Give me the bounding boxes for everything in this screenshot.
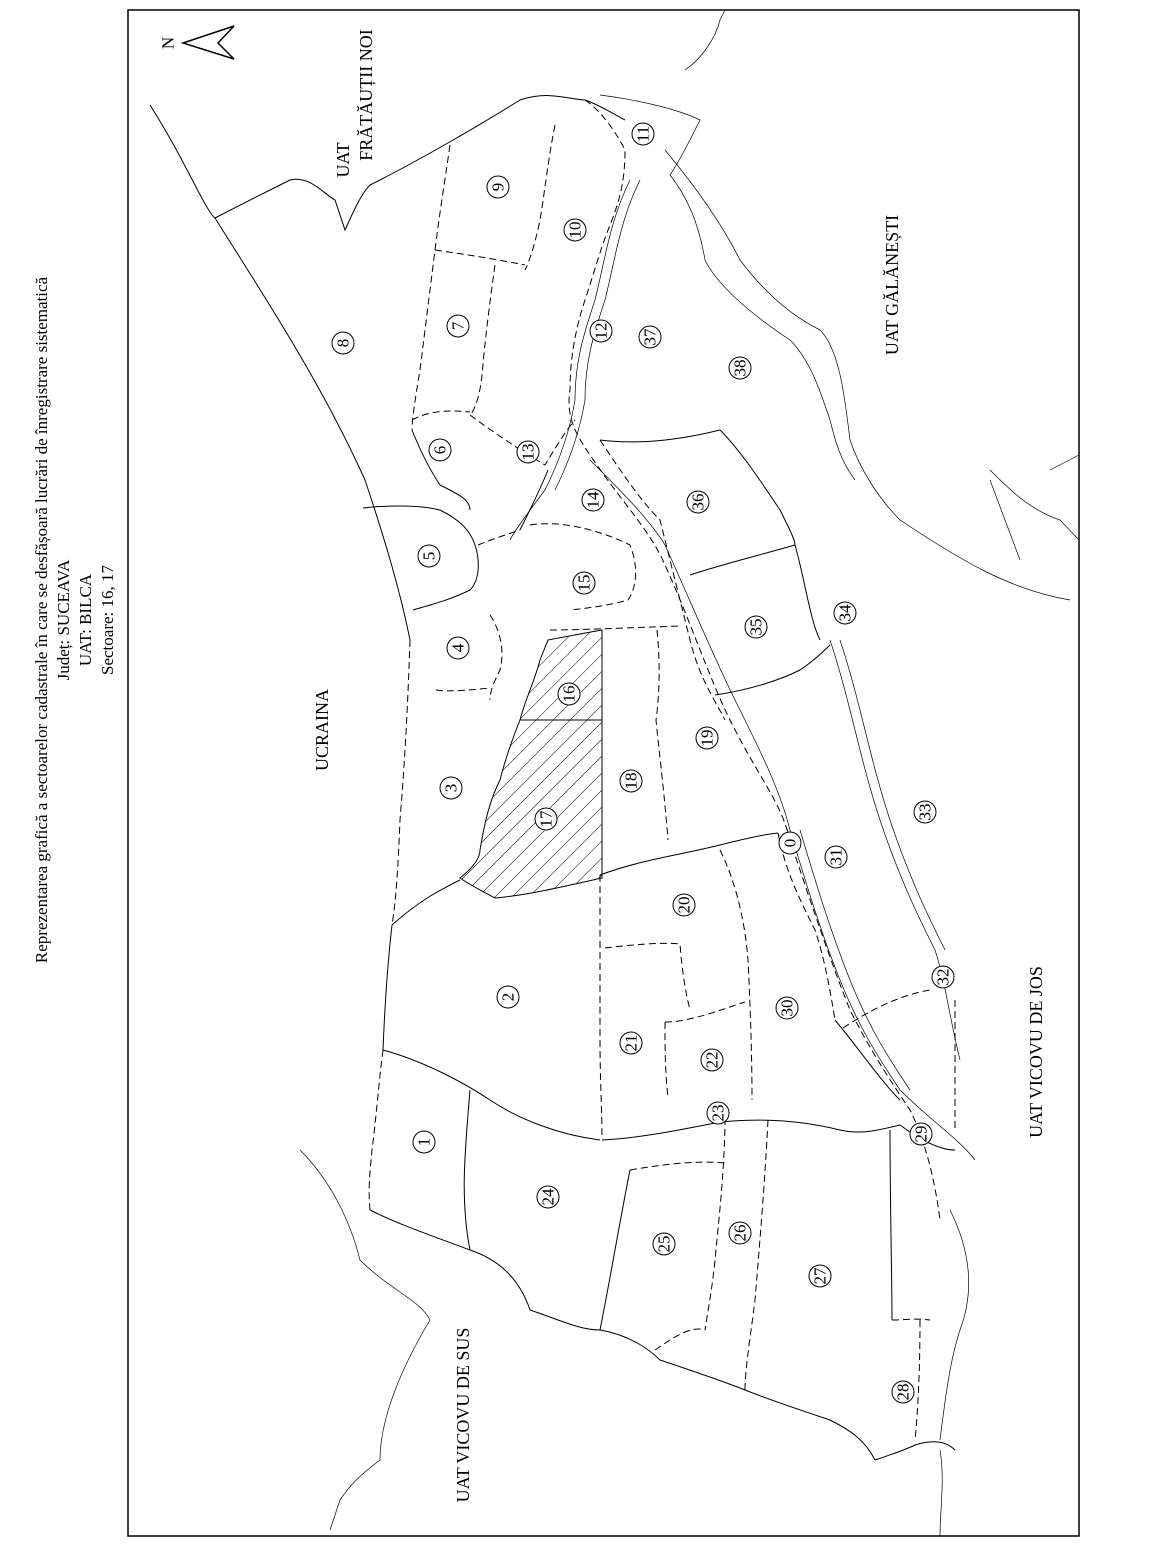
sector-number: 21 (621, 1034, 641, 1052)
sector-marker[interactable] (653, 1233, 675, 1255)
sector-number: 22 (702, 1051, 722, 1069)
sector-number: 24 (538, 1188, 558, 1206)
north-arrow (159, 26, 235, 59)
sector-number: 35 (746, 618, 766, 636)
sector-number: 27 (810, 1267, 830, 1285)
sector-marker[interactable] (535, 808, 557, 830)
map-title: Reprezentarea grafică a sectoarelor cadastrale în care se desfășoară lucrări de înregistrare sistematică (32, 276, 51, 964)
sector-marker[interactable] (779, 832, 801, 854)
sector-number: 32 (933, 968, 953, 986)
sector-number: 10 (565, 221, 585, 239)
sector-marker[interactable] (413, 1131, 435, 1153)
sector-number: 2 (498, 992, 518, 1002)
sector-marker[interactable] (632, 123, 654, 145)
sector-marker[interactable] (537, 1186, 559, 1208)
title-block (32, 276, 117, 963)
sector-marker[interactable] (834, 602, 856, 624)
highlighted-sectors (460, 630, 602, 898)
sector-number: 36 (688, 493, 708, 511)
sector-marker[interactable] (729, 1222, 751, 1244)
sector-marker[interactable] (447, 315, 469, 337)
sector-number: 4 (448, 643, 468, 653)
sector-marker[interactable] (332, 332, 354, 354)
sector-marker[interactable] (620, 1032, 642, 1054)
sector-marker[interactable] (582, 489, 604, 511)
sector-marker[interactable] (639, 326, 661, 348)
sector-number: 30 (777, 999, 797, 1017)
sector-marker[interactable] (673, 894, 695, 916)
sector-number: 7 (448, 321, 468, 331)
sector-marker[interactable] (776, 997, 798, 1019)
sector-marker[interactable] (687, 491, 709, 513)
sector-marker[interactable] (440, 777, 462, 799)
sector-number: 34 (835, 604, 855, 622)
sector-markers (332, 123, 954, 1403)
sector-marker[interactable] (932, 966, 954, 988)
sector-marker[interactable] (497, 986, 519, 1008)
galanesti-label: UAT GĂLĂNEȘTI (882, 214, 902, 356)
sector-number: 5 (419, 551, 439, 561)
sector-number: 6 (430, 445, 450, 455)
sector-number: 9 (488, 182, 508, 192)
sector-number: 38 (730, 359, 750, 377)
sector-number: 37 (640, 328, 660, 346)
sector-marker[interactable] (517, 441, 539, 463)
north-label: N (158, 36, 178, 50)
north-arrow-icon (183, 26, 234, 59)
sector-marker[interactable] (558, 683, 580, 705)
neighbour-labels (312, 29, 1046, 1502)
sector-number: 8 (333, 338, 353, 348)
sector-number: 33 (915, 803, 935, 821)
sector-marker[interactable] (447, 637, 469, 659)
sector-number: 11 (633, 125, 653, 143)
sector-number: 31 (826, 848, 846, 866)
sector-number: 3 (441, 783, 461, 793)
sector-number: 20 (674, 896, 694, 914)
sector-marker[interactable] (914, 801, 936, 823)
sector-number: 0 (780, 838, 800, 848)
uat-label: UAT: BILCA (76, 573, 95, 667)
sector-17-area[interactable] (460, 720, 602, 898)
sector-marker[interactable] (892, 1381, 914, 1403)
sector-number: 28 (893, 1383, 913, 1401)
sector-number: 29 (911, 1125, 931, 1143)
sector-marker[interactable] (729, 357, 751, 379)
map-border (128, 10, 1079, 1536)
sector-marker[interactable] (418, 545, 440, 567)
sector-number: 17 (536, 810, 556, 828)
vicovu-sus-label: UAT VICOVU DE SUS (453, 1327, 473, 1503)
sector-number: 25 (654, 1235, 674, 1253)
sector-number: 1 (414, 1137, 434, 1147)
sector-marker[interactable] (429, 439, 451, 461)
sector-marker[interactable] (701, 1049, 723, 1071)
sector-marker[interactable] (910, 1123, 932, 1145)
sector-marker[interactable] (696, 727, 718, 749)
sector-marker[interactable] (564, 219, 586, 241)
vicovu-jos-label: UAT VICOVU DE JOS (1026, 966, 1046, 1138)
sector-number: 13 (518, 443, 538, 461)
county-label: Județ: SUCEAVA (54, 559, 73, 681)
sector-marker[interactable] (745, 616, 767, 638)
sector-number: 23 (708, 1104, 728, 1122)
sector-number: 12 (591, 322, 611, 340)
fratautii-name-label: FRĂTĂUȚII NOI (356, 29, 376, 161)
sector-marker[interactable] (809, 1265, 831, 1287)
sectors-label: Sectoare: 16, 17 (98, 565, 117, 675)
sector-number: 19 (697, 729, 717, 747)
sector-marker[interactable] (590, 320, 612, 342)
sector-marker[interactable] (573, 572, 595, 594)
sector-marker[interactable] (487, 176, 509, 198)
sector-marker[interactable] (707, 1102, 729, 1124)
sector-marker[interactable] (825, 846, 847, 868)
neighbour-boundaries (300, 10, 1079, 1536)
sector-16-area[interactable] (520, 630, 602, 720)
sector-number: 14 (583, 491, 603, 509)
sector-number: 18 (621, 772, 641, 790)
sector-number: 26 (730, 1224, 750, 1242)
ucraina-label: UCRAINA (312, 688, 332, 772)
sector-number: 15 (574, 574, 594, 592)
fratautii-uat-label: UAT (333, 142, 353, 178)
sector-number: 16 (559, 685, 579, 703)
sector-marker[interactable] (620, 770, 642, 792)
